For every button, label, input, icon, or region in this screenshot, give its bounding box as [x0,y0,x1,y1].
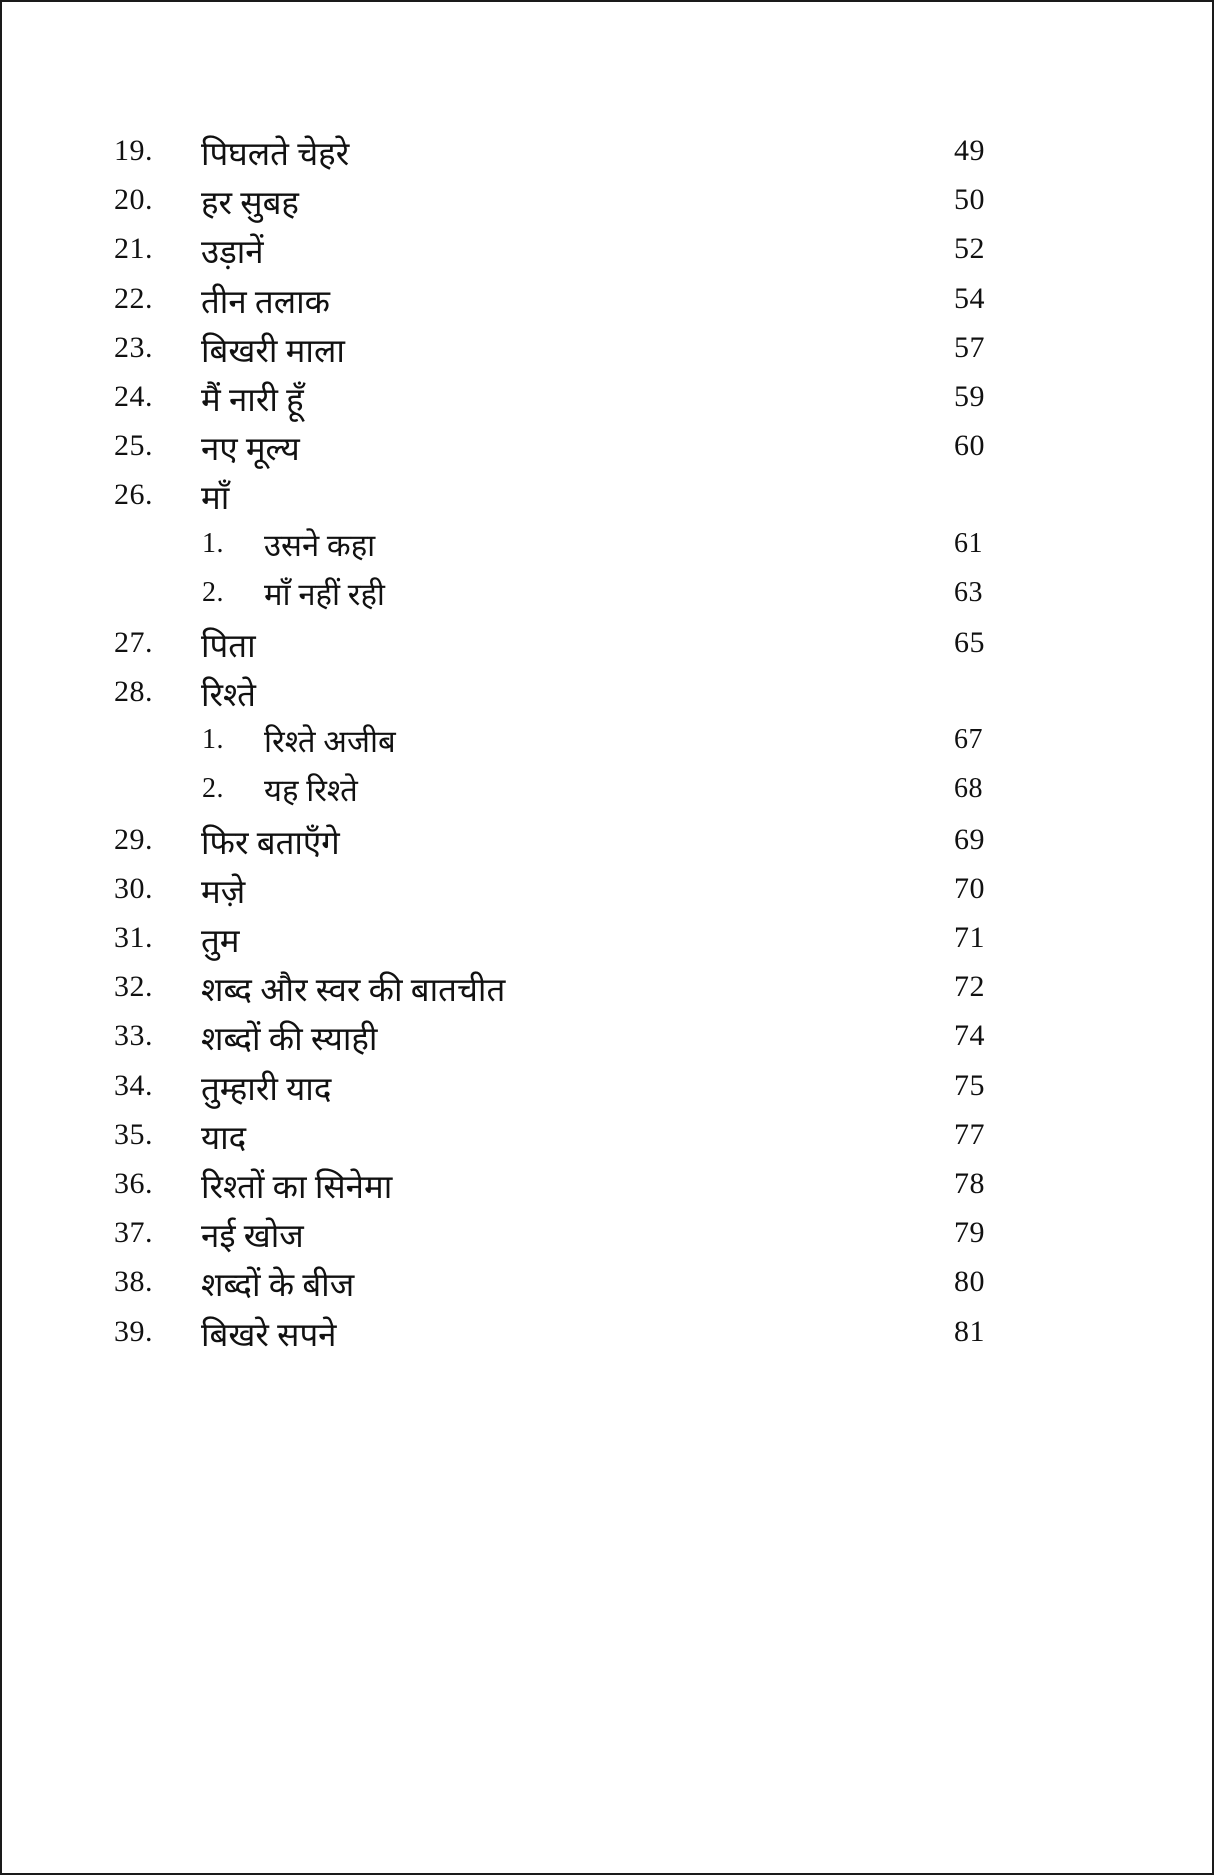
toc-entry-page-number: 61 [954,527,983,559]
toc-entry-page-number: 70 [954,871,985,905]
toc-entry-number: 20. [114,183,153,217]
toc-entry-row [2,134,1214,183]
toc-entry-number: 30. [114,871,153,905]
toc-entry-row [2,183,1214,232]
toc-entry-number: 27. [114,625,153,659]
toc-entry-number: 24. [114,379,153,413]
toc-entry-number: 32. [114,970,153,1004]
toc-entry-title: याद [201,1120,247,1157]
toc-entry-row [2,331,1214,380]
toc-sub-entry-row [2,773,1214,822]
toc-entry-number: 29. [114,822,153,856]
toc-entry-title: पिता [201,628,256,665]
toc-entry-title: शब्दों की स्याही [201,1022,378,1059]
toc-entry-title: उसने कहा [264,527,376,563]
toc-sub-entry-row [2,528,1214,577]
toc-entry-row [2,282,1214,331]
toc-entry-number: 34. [114,1068,153,1102]
toc-entry-row [2,1167,1214,1216]
toc-entry-row [2,380,1214,429]
toc-entry-page-number: 50 [954,183,985,217]
toc-entry-page-number: 60 [954,429,985,463]
toc-entry-row [2,1216,1214,1265]
toc-entry-page-number: 74 [954,1019,985,1053]
toc-entry-row [2,1265,1214,1314]
toc-entry-row [2,232,1214,281]
toc-entry-row [2,626,1214,675]
toc-entry-row [2,1069,1214,1118]
toc-entry-page-number: 71 [954,921,985,954]
toc-entry-row [2,921,1214,970]
table-of-contents-list [2,134,1214,1364]
toc-entry-page-number: 65 [954,625,985,659]
toc-entry-row [2,1019,1214,1068]
toc-entry-page-number: 80 [954,1265,985,1299]
toc-entry-title: मैं नारी हूँ [201,382,304,419]
toc-entry-row [2,478,1214,527]
toc-entry-number: 38. [114,1265,153,1299]
toc-entry-title: तुम [201,924,240,960]
toc-entry-title: माँ [201,481,230,518]
toc-sub-entry-row [2,577,1214,626]
toc-entry-number: 1. [202,527,224,559]
toc-entry-page-number: 77 [954,1117,985,1151]
toc-entry-number: 28. [114,675,153,709]
toc-entry-row [2,1118,1214,1167]
toc-entry-page-number: 49 [954,134,985,167]
toc-entry-row [2,429,1214,478]
toc-entry-row [2,872,1214,921]
toc-entry-number: 21. [114,232,153,266]
toc-entry-number: 19. [114,134,153,167]
toc-entry-number: 2. [202,576,224,608]
toc-entry-title: हर सुबह [201,186,299,223]
toc-entry-title: फिर बताएँगे [201,825,340,862]
toc-entry-row [2,970,1214,1019]
toc-entry-title: तीन तलाक [201,284,330,321]
toc-entry-number: 37. [114,1216,153,1250]
toc-entry-page-number: 68 [954,773,983,805]
toc-entry-number: 25. [114,429,153,463]
toc-entry-number: 36. [114,1166,153,1200]
toc-entry-page-number: 63 [954,576,983,608]
toc-entry-title: मज़े [201,874,246,911]
toc-entry-title: नई खोज [201,1219,304,1256]
toc-entry-number: 31. [114,921,153,954]
toc-entry-title: बिखरे सपने [201,1317,337,1354]
toc-entry-number: 23. [114,330,153,364]
toc-entry-page-number: 54 [954,281,985,315]
toc-entry-page-number: 75 [954,1068,985,1102]
toc-entry-title: शब्दों के बीज [201,1268,355,1305]
toc-entry-number: 33. [114,1019,153,1053]
toc-sub-entry-row [2,724,1214,773]
toc-entry-title: उड़ानें [201,235,264,272]
toc-entry-row [2,1315,1214,1364]
toc-entry-row [2,675,1214,724]
toc-entry-number: 39. [114,1314,153,1348]
toc-entry-title: पिघलते चेहरे [201,137,350,173]
toc-entry-title: रिश्ते अजीब [264,724,396,760]
toc-entry-title: रिश्तों का सिनेमा [201,1169,393,1206]
toc-entry-title: तुम्हारी याद [201,1071,332,1108]
toc-entry-number: 35. [114,1117,153,1151]
toc-entry-title: माँ नहीं रही [264,576,385,612]
toc-entry-number: 22. [114,281,153,315]
toc-entry-number: 26. [114,478,153,512]
toc-entry-page-number: 81 [954,1314,985,1348]
toc-entry-title: रिश्ते [201,678,256,715]
toc-entry-page-number: 78 [954,1166,985,1200]
toc-entry-page-number: 52 [954,232,985,266]
toc-entry-page-number: 72 [954,970,985,1004]
toc-entry-number: 1. [202,724,224,756]
toc-entry-number: 2. [202,773,224,805]
toc-entry-title: बिखरी माला [201,333,345,370]
toc-entry-title: शब्द और स्वर की बातचीत [201,973,506,1010]
toc-entry-page-number: 59 [954,379,985,413]
toc-entry-page-number: 67 [954,724,983,756]
toc-entry-page-number: 79 [954,1216,985,1250]
toc-entry-page-number: 57 [954,330,985,364]
toc-entry-page-number: 69 [954,822,985,856]
toc-entry-title: नए मूल्य [201,432,300,469]
toc-entry-row [2,823,1214,872]
toc-entry-title: यह रिश्ते [264,773,358,809]
